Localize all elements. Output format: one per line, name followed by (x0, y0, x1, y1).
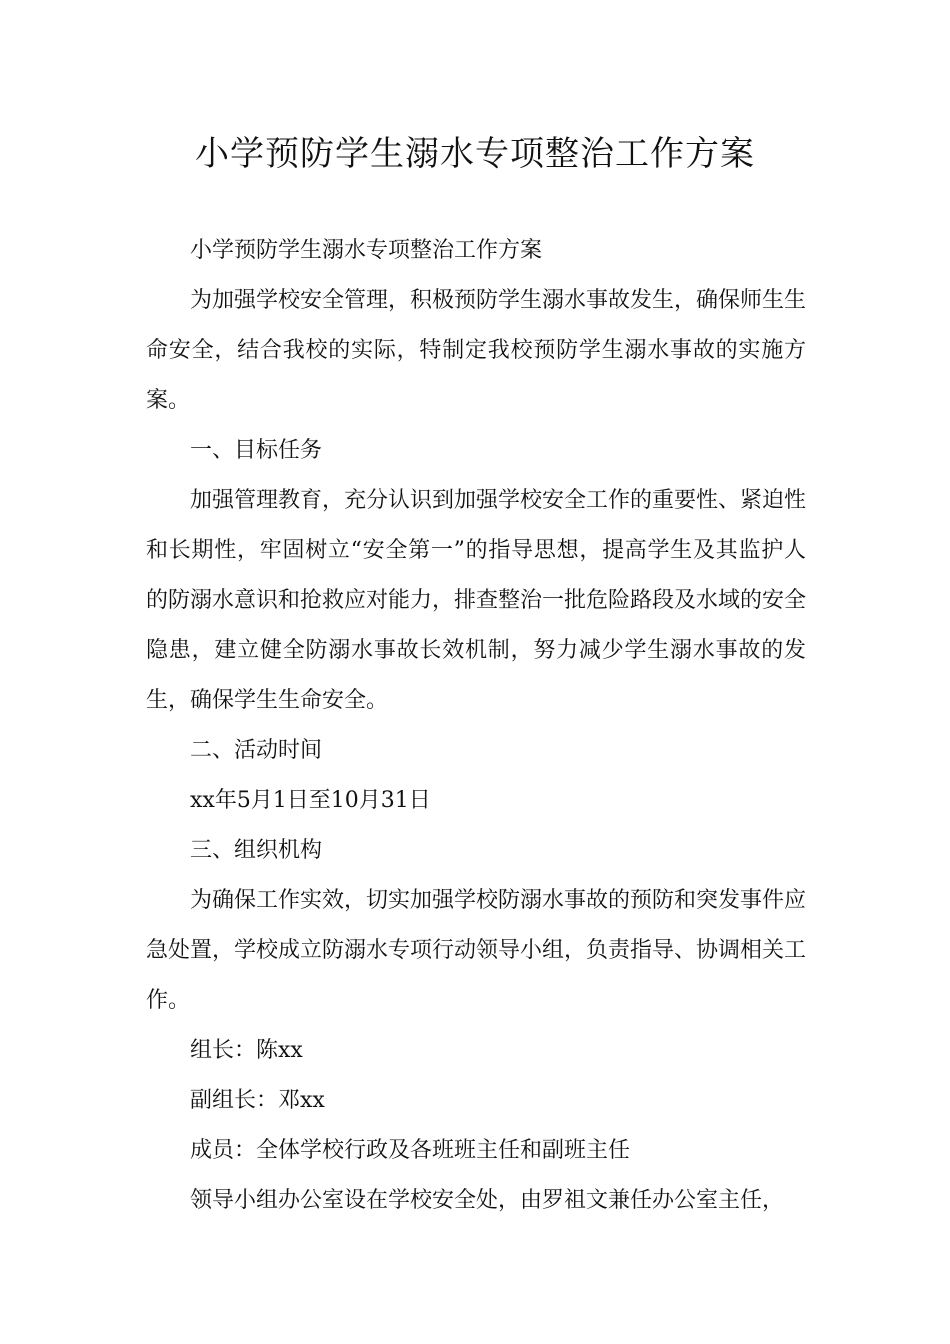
document-title: 小学预防学生溺水专项整治工作方案 (195, 134, 755, 174)
heading-organization: 三、组织机构 (190, 838, 323, 863)
heading-goals: 一、目标任务 (190, 438, 323, 463)
paragraph-subtitle: 小学预防学生溺水专项整治工作方案 (190, 238, 543, 263)
paragraph-goals: 加强管理教育，充分认识到加强学校安全工作的重要性、紧迫性和长期性，牢固树立“安全第一”的指导思想，提高学生及其监护人的防溺水意识和抢救应对能力，排查整治一批危险路段及水域的安全隐患，建立健全防溺水事故长效机制，努力减少学生溺水事故的发生，确保学生生命安全。 (146, 488, 807, 713)
heading-time: 二、活动时间 (190, 738, 323, 763)
paragraph-deputy-leader: 副组长：邓xx (190, 1088, 325, 1113)
paragraph-organization: 为确保工作实效，切实加强学校防溺水事故的预防和突发事件应急处置，学校成立防溺水专项行动领导小组，负责指导、协调相关工作。 (146, 888, 807, 1013)
paragraph-members: 成员：全体学校行政及各班班主任和副班主任 (190, 1138, 631, 1163)
paragraph-office: 领导小组办公室设在学校安全处，由罗祖文兼任办公室主任， (190, 1188, 785, 1213)
paragraph-leader: 组长：陈xx (190, 1038, 303, 1063)
paragraph-intro: 为加强学校安全管理，积极预防学生溺水事故发生，确保师生生命安全，结合我校的实际，特制定我校预防学生溺水事故的实施方案。 (146, 288, 807, 413)
document-body (146, 226, 806, 1226)
paragraph-time: xx年5月1日至10月31日 (190, 788, 431, 813)
